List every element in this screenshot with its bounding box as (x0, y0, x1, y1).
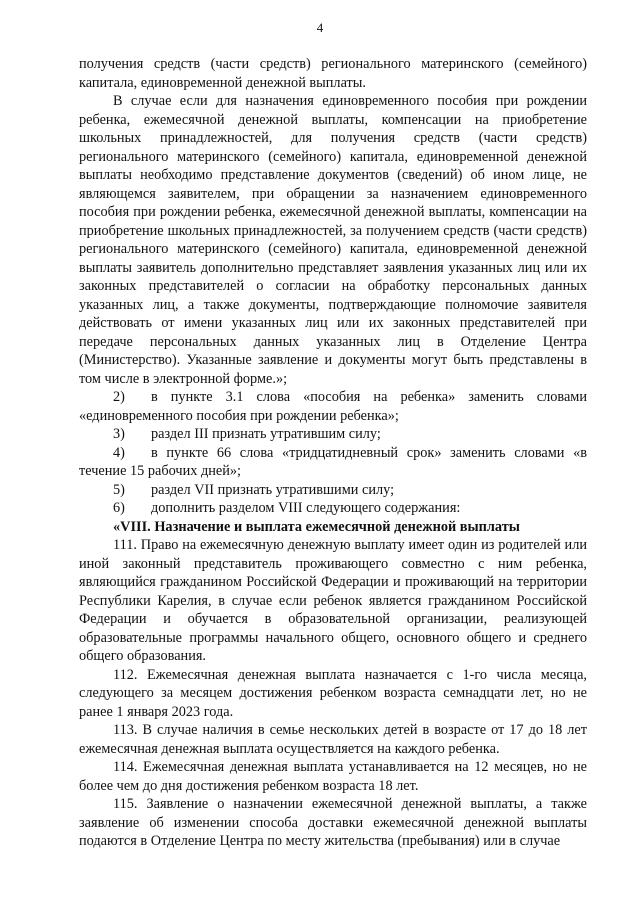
amendment-item (79, 481, 587, 500)
clause-114: 114. Ежемесячная денежная выплата устанавливается на 12 месяцев, но не более чем до дня достижения ребенком возраста 18 лет. (79, 759, 587, 794)
amendment-item (79, 388, 587, 425)
amendment-text: в пункте 66 слова «тридцатидневный срок» заменить словами «в течение 15 рабочих дней»; (79, 444, 587, 479)
paragraph-case: В случае если для назначения единовременного пособия при рождении ребенка, ежемесячной денежной выплаты, компенсации на приобретение школьных принадлежностей, для получения средств (части средств) регионального материнского (семейного) капитала, единовременной денежной выплаты необходимо представление документов (сведений) об ином лице, не являющемся заявителем, при обращении за назначением единовременного пособия при рождении ребенка, ежемесячной денежной выплаты, компенсации на приобретение школьных принадлежностей, за получением средств (части средств) регионального материнского (семейного) капитала, единовременной денежной выплаты заявитель дополнительно представляет заявления указанных лиц или их законных представителей о согласии на обработку персональных данных указанных лиц, а также документы, подтверждающие полномочие заявителя действовать от имени указанных лиц или их законных представителей при передаче персональных данных указанных лиц в Отделение Центра (Министерство). Указанные заявление и документы могут быть представлены в том числе в электронной форме.»; (79, 93, 587, 387)
amendment-text: дополнить разделом VIII следующего содержания: (151, 500, 461, 516)
clause-112: 112. Ежемесячная денежная выплата назначается с 1-го числа месяца, следующего за месяцем достижения ребенком возраста семнадцати лет, но не ранее 1 января 2023 года. (79, 666, 587, 720)
intro-continuation: получения средств (части средств) регионального материнского (семейного) капитала, единовременной денежной выплаты. (79, 56, 587, 91)
amendment-text: в пункте 3.1 слова «пособия на ребенка» заменить словами «единовременного пособия при рождении ребенка»; (79, 389, 587, 424)
amendment-number: 4) (113, 444, 125, 461)
amendment-number: 6) (113, 500, 125, 516)
document-body (79, 55, 587, 851)
clause-111: 111. Право на ежемесячную денежную выплату имеет один из родителей или иной законный представитель проживающего совместно с ним ребенка, являющийся гражданином Российской Федерации и проживающий на территории Республики Карелия, в случае если ребенок является гражданином Российской Федерации и обучается в образовательной организации, реализующей образовательные программы начального общего, основного общего и среднего общего образования. (79, 537, 587, 664)
page-number: 4 (316, 20, 324, 35)
amendment-number: 5) (113, 481, 125, 498)
amendment-item (79, 499, 587, 518)
clause-115: 115. Заявление о назначении ежемесячной денежной выплаты, а также заявление об изменении способа доставки ежемесячной денежной выплаты подаются в Отделение Центра по месту жительства (пребывания) или в случае (79, 796, 587, 849)
amendment-text: раздел VII признать утратившими силу; (151, 481, 395, 498)
section-heading: «VIII. Назначение и выплата ежемесячной денежной выплаты (113, 518, 520, 535)
clause-113: 113. В случае наличия в семье нескольких детей в возрасте от 17 до 18 лет ежемесячная денежная выплата осуществляется на каждого ребенка. (79, 722, 587, 757)
amendment-item (79, 425, 587, 444)
amendment-text: раздел III признать утратившим силу; (151, 426, 381, 442)
amendment-number: 3) (113, 426, 125, 442)
amendment-number: 2) (113, 389, 125, 405)
amendment-item (79, 444, 587, 481)
